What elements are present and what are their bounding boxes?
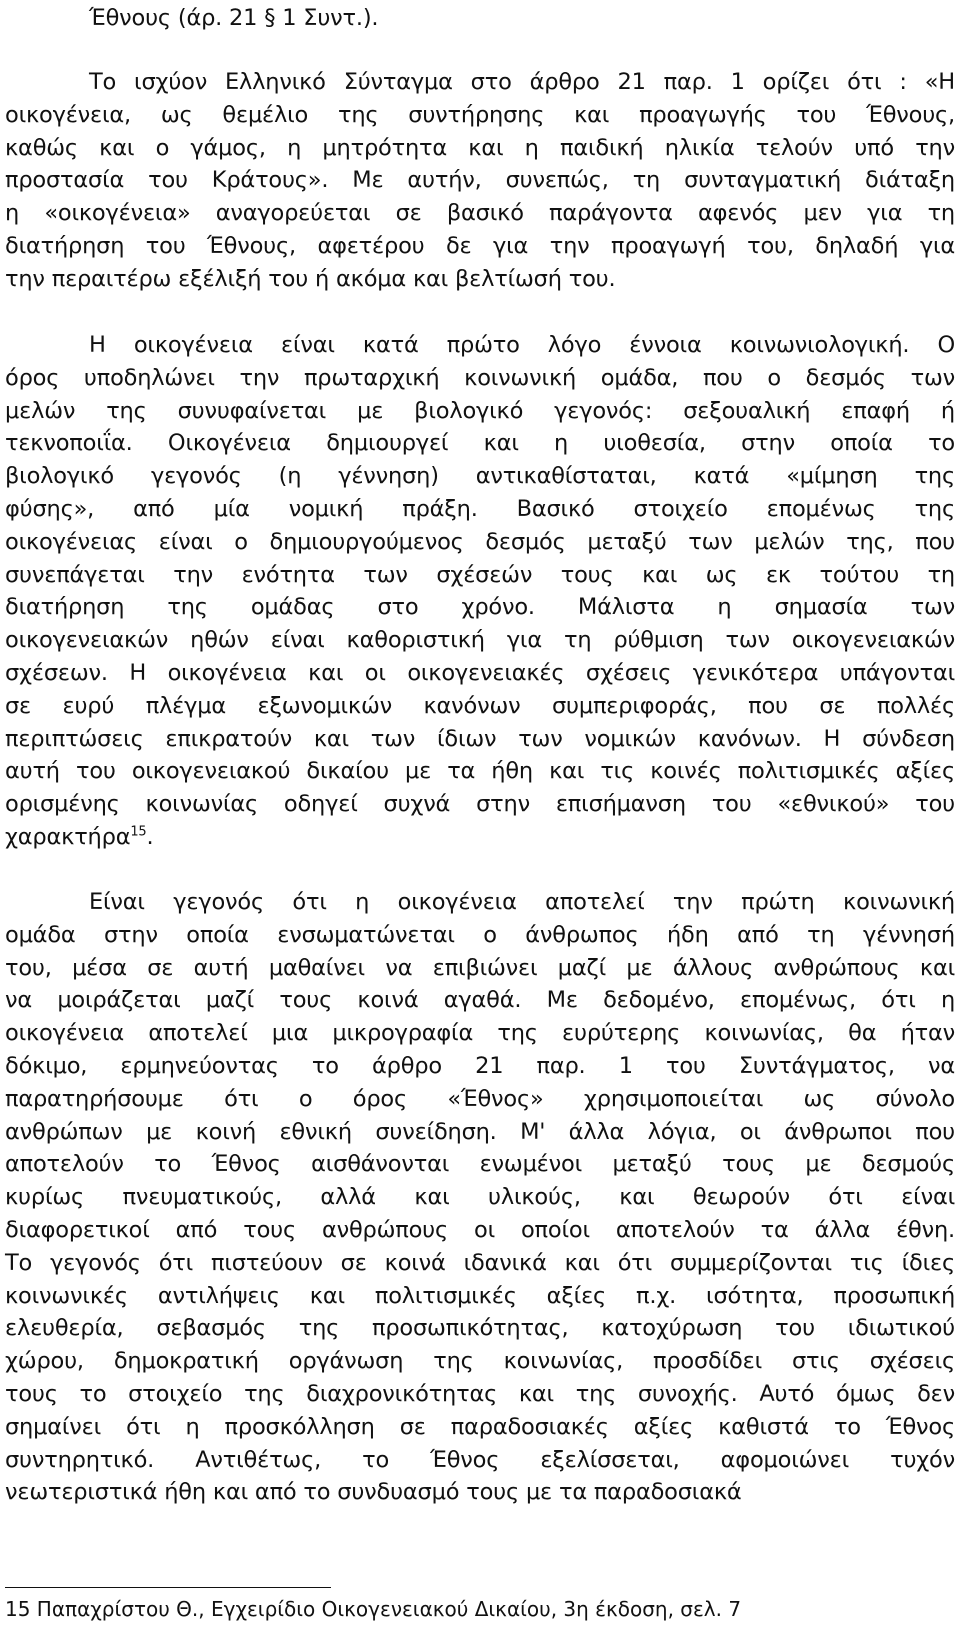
text-line: Η οικογένεια είναι κατά πρώτο λόγο έννοια κοινωνιολογική. Ο bbox=[89, 332, 955, 358]
text-line: βιολογικό γεγονός (η γέννηση) αντικαθίσταται, κατά «μίμηση της bbox=[5, 463, 955, 490]
footnote-separator bbox=[5, 1587, 331, 1588]
text-line: οικογενειακών ηθών είναι καθοριστική για τη ρύθμιση των οικογενειακών bbox=[5, 627, 955, 654]
text-line: τεκνοποιΐα. Οικογένεια δημιουργεί και η υιοθεσία, στην οποία το bbox=[5, 430, 955, 457]
text-line: καθώς και ο γάμος, η μητρότητα και η παιδική ηλικία τελούν υπό την bbox=[5, 134, 955, 161]
text-line: Είναι γεγονός ότι η οικογένεια αποτελεί την πρώτη κοινωνική bbox=[89, 889, 955, 915]
footnote-number: 15 bbox=[5, 1597, 31, 1621]
text-line: προστασία του Κράτους». Με αυτήν, συνεπώς, τη συνταγματική διάταξη bbox=[5, 167, 955, 194]
text-line: διαφορετικοί από τους ανθρώπους οι οποίοι αποτελούν τα άλλα έθνη. bbox=[5, 1216, 955, 1243]
text-fragment: χαρακτήρα bbox=[5, 823, 131, 850]
text-line: κοινωνικές αντιλήψεις και πολιτισμικές αξίες π.χ. ισότητα, προσωπική bbox=[5, 1282, 955, 1309]
text-line: φύσης», από μία νομική πράξη. Βασικό στοιχείο επομένως της bbox=[5, 495, 955, 522]
text-line: αποτελούν το Έθνος αισθάνονται ενωμένοι μεταξύ τους με δεσμούς bbox=[5, 1151, 955, 1178]
paragraph-3 bbox=[5, 886, 955, 1509]
text-line: σχέσεων. Η οικογένεια και οι οικογενειακές σχέσεις γενικότερα υπάγονται bbox=[5, 659, 955, 686]
text-line: περιπτώσεις επικρατούν και των ίδιων των νομικών κανόνων. Η σύνδεση bbox=[5, 725, 955, 752]
text-line: Το ισχύον Ελληνικό Σύνταγμα στο άρθρο 21 παρ. 1 ορίζει ότι : «Η bbox=[89, 69, 955, 95]
text-line: οικογένεια, ως θεμέλιο της συντήρησης και προαγωγής του Έθνους, bbox=[5, 101, 955, 128]
text-line: διατήρηση του Έθνους, αφετέρου δε για την προαγωγή του, δηλαδή για bbox=[5, 232, 955, 259]
text-line: σε ευρύ πλέγμα εξωνομικών κανόνων συμπεριφοράς, που σε πολλές bbox=[5, 692, 955, 719]
paragraph-2 bbox=[5, 329, 955, 854]
text-fragment: . bbox=[146, 823, 154, 850]
text-line: να μοιράζεται μαζί τους κοινά αγαθά. Με δεδομένο, επομένως, ότι η bbox=[5, 987, 955, 1014]
text-line: ομάδα στην οποία ενσωματώνεται ο άνθρωπος ήδη από τη γέννησή bbox=[5, 921, 955, 948]
footnote-reference[interactable]: 15 bbox=[130, 824, 147, 840]
text-line: αυτή του οικογενειακού δικαίου με τα ήθη και τις κοινές πολιτισμικές αξίες bbox=[5, 758, 955, 785]
text-line: την περαιτέρω εξέλιξή του ή ακόμα και βελτίωσή του. bbox=[5, 265, 616, 292]
text-line: συνεπάγεται την ενότητα των σχέσεών τους και ως εκ τούτου τη bbox=[5, 561, 955, 588]
text-line: χώρου, δημοκρατική οργάνωση της κοινωνίας, προσδίδει στις σχέσεις bbox=[5, 1348, 955, 1375]
text-line: ελευθερία, σεβασμός της προσωπικότητας, κατοχύρωση του ιδιωτικού bbox=[5, 1315, 955, 1342]
text-line: οικογένειας είναι ο δημιουργούμενος δεσμός μεταξύ των μελών της, που bbox=[5, 528, 955, 555]
paragraph-1 bbox=[5, 66, 955, 296]
text-line: οικογένεια αποτελεί μια μικρογραφία της ευρύτερης κοινωνίας, θα ήταν bbox=[5, 1020, 955, 1047]
text-line bbox=[5, 821, 955, 854]
text-line: παρατηρήσουμε ότι ο όρος «Έθνος» χρησιμοποιείται ως σύνολο bbox=[5, 1085, 955, 1112]
text-line: Το γεγονός ότι πιστεύουν σε κοινά ιδανικά και ότι συμμερίζονται τις ίδιες bbox=[5, 1249, 955, 1276]
text-line: σημαίνει ότι η προσκόλληση σε παραδοσιακές αξίες καθιστά το Έθνος bbox=[5, 1413, 955, 1440]
text-line: συντηρητικό. Αντιθέτως, το Έθνος εξελίσσεται, αφομοιώνει τυχόν bbox=[5, 1446, 955, 1473]
text-line: η «οικογένεια» αναγορεύεται σε βασικό παράγοντα αφενός μεν για τη bbox=[5, 200, 955, 227]
text-line: όρος υποδηλώνει την πρωταρχική κοινωνική ομάδα, που ο δεσμός των bbox=[5, 364, 955, 391]
text-line: Έθνους (άρ. 21 § 1 Συντ.). bbox=[89, 5, 379, 31]
text-line: ορισμένης κοινωνίας οδηγεί συχνά στην επισήμανση του «εθνικού» του bbox=[5, 791, 955, 818]
text-line: μελών της συνυφαίνεται με βιολογικό γεγονός: σεξουαλική επαφή ή bbox=[5, 397, 955, 424]
text-line: ανθρώπων με κοινή εθνική συνείδηση. Μ' άλλα λόγια, οι άνθρωποι που bbox=[5, 1118, 955, 1145]
footnote bbox=[5, 1596, 955, 1622]
carryover-line bbox=[5, 2, 955, 35]
text-line: κυρίως πνευματικούς, αλλά και υλικούς, και θεωρούν ότι είναι bbox=[5, 1184, 955, 1211]
text-line: νεωτεριστικά ήθη και από το συνδυασμό τους με τα παραδοσιακά bbox=[5, 1479, 742, 1506]
text-line: τους το στοιχείο της διαχρονικότητας και της συνοχής. Αυτό όμως δεν bbox=[5, 1380, 955, 1407]
footnote-text: Παπαχρίστου Θ., Εγχειρίδιο Οικογενειακού Δικαίου, 3η έκδοση, σελ. 7 bbox=[30, 1597, 742, 1621]
text-line: διατήρηση της ομάδας στο χρόνο. Μάλιστα η σημασία των bbox=[5, 594, 955, 621]
text-line: του, μέσα σε αυτή μαθαίνει να επιβιώνει μαζί με άλλους ανθρώπους και bbox=[5, 954, 955, 981]
text-line: δόκιμο, ερμηνεύοντας το άρθρο 21 παρ. 1 του Συντάγματος, να bbox=[5, 1052, 955, 1079]
